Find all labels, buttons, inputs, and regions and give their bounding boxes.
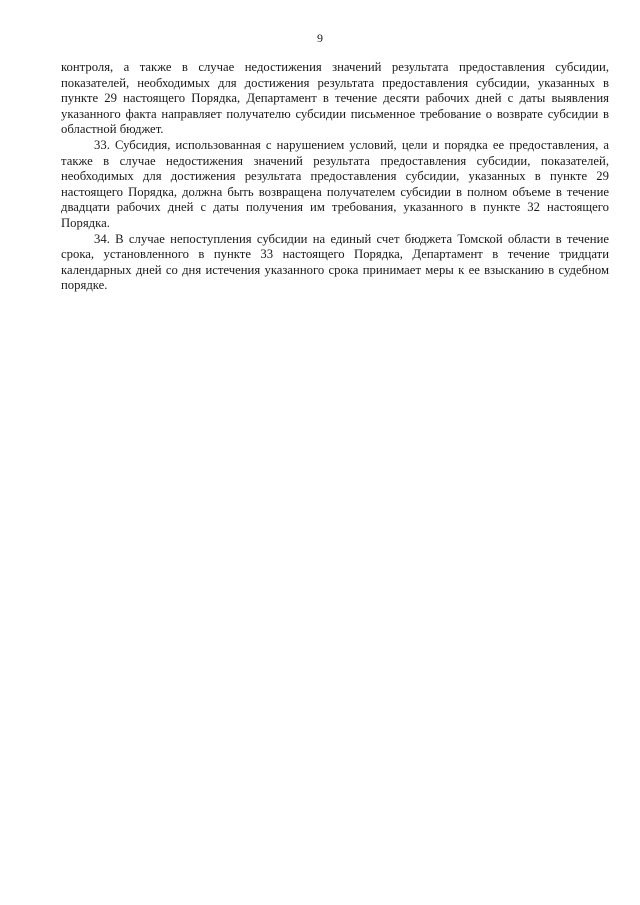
paragraph-item-34: 34. В случае непоступления субсидии на единый счет бюджета Томской области в течение срока, установленного в пункте 33 настоящего Порядка, Департамент в течение тридцати календарных дней со дня истечения указанного срока принимает меры к ее взысканию в судебном порядке. bbox=[61, 231, 609, 293]
document-body bbox=[61, 60, 609, 294]
paragraph-continuation: контроля, а также в случае недостижения значений результата предоставления субсидии, показателей, необходимых для достижения результата предоставления субсидии, указанных в пункте 29 настоящего Порядка, Департамент в течение десяти рабочих дней с даты выявления указанного факта направляет получателю субсидии письменное требование о возврате субсидии в областной бюджет. bbox=[61, 60, 609, 137]
paragraph-item-33: 33. Субсидия, использованная с нарушением условий, цели и порядка ее предоставления, а также в случае недостижения значений результата предоставления субсидии, показателей, необходимых для достижения результата предоставления субсидии, указанных в пункте 29 настоящего Порядка, должна быть возвращена получателем субсидии в полном объеме в течение двадцати рабочих дней с даты получения им требования, указанного в пункте 32 настоящего Порядка. bbox=[61, 137, 609, 230]
page-number: 9 bbox=[317, 31, 323, 45]
